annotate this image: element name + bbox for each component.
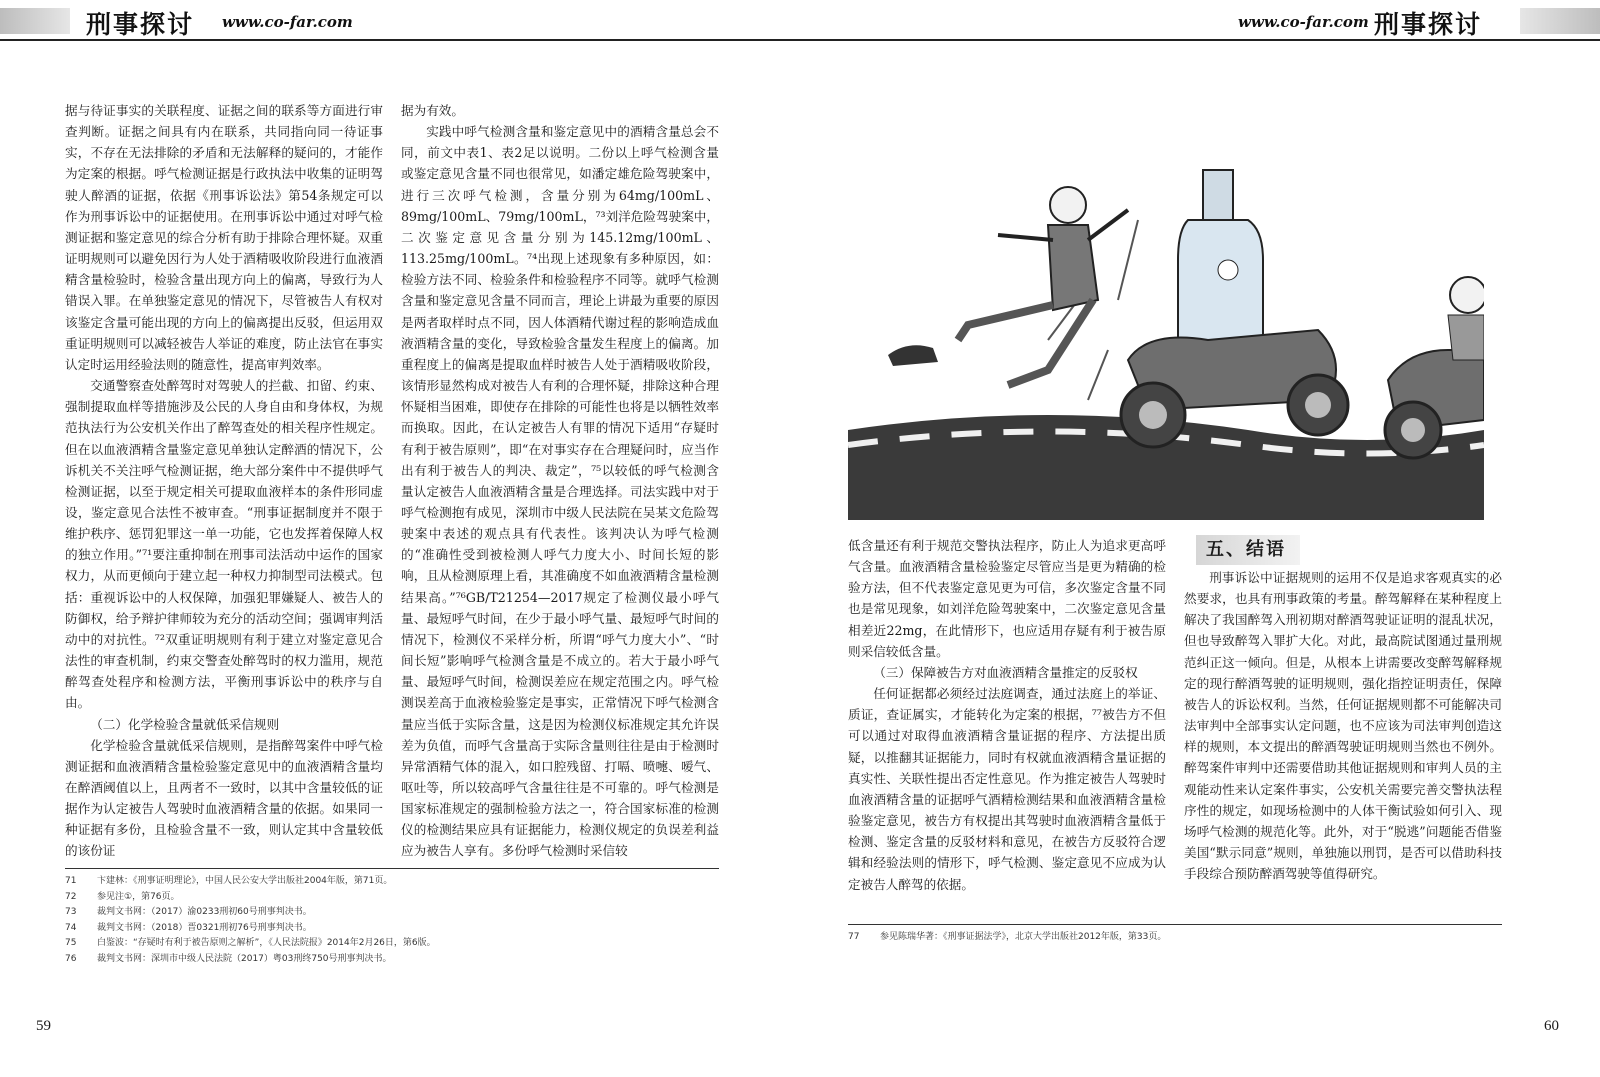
footnote: 76 裁判文书网：深圳市中级人民法院（2017）粤03刑终750号刑事判决书。 xyxy=(65,953,392,964)
footnote: 77 参见陈瑞华著：《刑事证据法学》，北京大学出版社2012年版，第33页。 xyxy=(848,932,1167,942)
journal-url: www.co-far.com xyxy=(1238,13,1369,31)
footnote-rule xyxy=(65,868,719,869)
paragraph: 化学检验含量就低采信规则，是指醉驾案件中呼气检测证据和血液酒精含量检验鉴定意见中的血液酒精含量均在醉酒阈值以上，且两者不一致时，以其中含量较低的证据作为认定被告人驾驶时血液酒精含量的依据。如果同一种证据有多份，且检验含量不一致，则认定其中含量较低的该份证 xyxy=(65,737,383,859)
header-right xyxy=(800,0,1600,42)
subsection-heading: （二）化学检验含量就低采信规则 xyxy=(90,716,280,732)
paragraph: 刑事诉讼中证据规则的运用不仅是追求客观真实的必然要求，也具有刑事政策的考量。醉驾解释在某种程度上解决了我国醉驾入刑初期对醉酒驾驶证证明的混乱状况，但也导致醉驾入罪扩大化。对此，最高院试图通过量刑规范纠正这一倾向。但是，从根本上讲需要改变醉驾解释规定的现行醉酒驾驶的证明规则，强化指控证明责任，保障被告人的诉讼权利。当然，任何证据规则都不可能解决司法审判中全部事实认定问题，也不应该为司法审判创造这样的规则，本文提出的醉酒驾驶证明规则当然也不例外。醉驾案件审判中还需要借助其他证据规则和审判人员的主观能动性来认定案件事实，公安机关需要完善交警执法程序性的规定，如现场检测中的人体干衡试验如何引入、现场呼气检测的规范化等。此外，对于“脱逃”问题能否借鉴美国“默示同意”规则，单独施以刑罚，是否可以借助科技手段综合预防醉酒驾驶等值得研究。 xyxy=(1184,570,1502,882)
footnotes-right xyxy=(848,930,1502,946)
paragraph: 据为有效。 xyxy=(401,103,464,118)
paragraph: 据与待证事实的关联程度、证据之间的联系等方面进行审查判断。证据之间具有内在联系，共同指向同一待证事实，不存在无法排除的矛盾和无法解释的疑问的，才能作为定案的根据。呼气检测证据是行政执法中收集的证明驾驶人醉酒的证据，依据《刑事诉讼法》第54条规定可以作为刑事诉讼中的证据使用。在刑事诉讼中通过对呼气检测证据和鉴定意见的综合分析有助于排除合理怀疑。双重证明规则可以避免因行为人处于酒精吸收阶段进行血液酒精含量检验时，检验含量出现方向上的偏离，导致行为人错误入罪。在单独鉴定意见的情况下，尽管被告人有权对该鉴定含量可能出现的方向上的偏离提出反驳，但运用双重证明规则可以减轻被告人举证的难度，防止法官在事实认定时运用经验法则的随意性，提高审判效率。 xyxy=(65,103,383,372)
footnotes-left xyxy=(65,874,719,967)
page-number-right: 60 xyxy=(1544,1018,1559,1034)
footnote: 72 参见注①，第76页。 xyxy=(65,891,180,902)
paragraph: 任何证据都必须经过法庭调查，通过法庭上的举证、质证，查证属实，才能转化为定案的根据，⁷⁷被告方不但可以通过对取得血液酒精含量证据的程序、方法提出质疑，以推翻其证据能力，同时有权就血液酒精含量证据的真实性、关联性提出否定性意见。作为推定被告人驾驶时血液酒精含量的证据呼气酒精检测结果和血液酒精含量检验鉴定意见，被告方有权提出其驾驶时血液酒精含量低于检测、鉴定含量的反驳材料和意见，在被告方反驳符合逻辑和经验法则的情形下，呼气检测、鉴定意见不应成为认定被告人醉驾的依据。 xyxy=(848,686,1166,892)
paragraph: 实践中呼气检测含量和鉴定意见中的酒精含量总会不同，前文中表1、表2足以说明。二份以上呼气检测含量或鉴定意见含量不同也很常见，如潘定雄危险驾驶案中，进行三次呼气检测，含量分别为64mg/100mL、89mg/100mL、79mg/100mL，⁷³刘洋危险驾驶案中，二次鉴定意见含量分别为145.12mg/100mL、113.25mg/100mL。⁷⁴出现上述现象有多种原因，如：检验方法不同、检验条件和检验程序不同等。就呼气检测含量和鉴定意见含量不同而言，理论上讲最为重要的原因是两者取样时点不同，因人体酒精代谢过程的影响造成血液酒精含量的变化，导致检验含量发生程度上的偏离。加重程度上的偏离是提取血样时被告人处于酒精吸收阶段，该情形显然构成对被告人有利的合理怀疑，排除这种合理怀疑相当困难，即使存在排除的可能性也将是以牺牲效率而换取。因此，在认定被告人有罪的情况下适用“存疑时有利于被告原则”，即“在对事实存在合理疑问时，应当作出有利于被告人的判决、裁定”，⁷⁵以较低的呼气检测含量认定被告人血液酒精含量是合理选择。司法实践中对于呼气检测抱有成见，深圳市中级人民法院在吴某文危险驾驶案中表述的观点具有代表性。该判决认为呼气检测的“准确性受到被检测人呼气力度大小、时间长短的影响，且从检测原理上看，其准确度不如血液酒精含量检测结果高。”⁷⁶GB/T21254—2017规定了检测仪最小呼气量、最短呼气时间，在少于最小呼气量、最短呼气时间的情况下，检测仪不采样分析，所谓“呼气力度大小”、“时间长短”影响呼气检测含量是不成立的。若大于最小呼气量、最短呼气时间，检测误差应在规定范围之内。呼气检测误差高于血液检验鉴定是事实，正常情况下呼气检测含量应当低于实际含量，这是因为检测仪标准规定其允许误差为负值，而呼气含量高于实际含量则往往是由于检测时异常酒精气体的混入，如口腔残留、打嗝、喷嚏、嗳气、呕吐等，所以较高呼气含量往往是不可靠的。呼气检测是国家标准规定的强制检验方法之一，符合国家标准的检测仪的检测结果应具有证据能力，检测仪规定的负误差利益应为被告人享有。多份呼气检测时采信较 xyxy=(401,124,719,859)
left-page-column-2 xyxy=(401,100,719,862)
page-number-left: 59 xyxy=(36,1018,51,1034)
footnote: 74 裁判文书网：（2018）晋0321刑初76号刑事判决书。 xyxy=(65,922,312,933)
section-heading: 五、结语 xyxy=(1196,535,1300,565)
paragraph: 低含量还有利于规范交警执法程序，防止人为追求更高呼气含量。血液酒精含量检验鉴定尽管应当是更为精确的检验方法，但不代表鉴定意见更为可信，多次鉴定含量不同也是常见现象，如刘洋危险驾驶案中，二次鉴定意见含量相差近22mg，在此情形下，也应适用存疑有利于被告原则采信较低含量。 xyxy=(848,538,1166,659)
left-page-column-1 xyxy=(65,100,383,862)
drunk-driving-cartoon-icon xyxy=(848,100,1484,520)
footnote-rule xyxy=(848,924,1502,925)
journal-title: 刑事探讨 xyxy=(86,10,195,39)
header-rule xyxy=(0,39,800,41)
right-page-column-1 xyxy=(848,535,1166,895)
header-gray-bar xyxy=(1520,8,1600,34)
header-gray-bar xyxy=(0,8,70,34)
header-left xyxy=(0,0,800,42)
journal-url: www.co-far.com xyxy=(222,13,353,31)
footnote: 73 裁判文书网：（2017）渝0233刑初60号刑事判决书。 xyxy=(65,907,312,917)
footnote: 75 白鉴波：“存疑时有利于被告原则之解析”，《人民法院报》2014年2月26日，第6版。 xyxy=(65,938,436,948)
header-rule xyxy=(800,39,1600,41)
journal-title: 刑事探讨 xyxy=(1374,10,1483,39)
paragraph: 交通警察查处醉驾时对驾驶人的拦截、扣留、约束、强制提取血样等措施涉及公民的人身自由和身体权，为规范执法行为公安机关作出了醉驾查处的相关程序性规定。但在以血液酒精含量鉴定意见单独认定醉酒的情况下，公诉机关不关注呼气检测证据，绝大部分案件中不提供呼气检测证据，以至于规定相关可提取血液样本的条件形同虚设，鉴定意见合法性不被审查。“刑事证据制度并不限于维护秩序、惩罚犯罪这一单一功能，它也发挥着保障人权的独立作用。”⁷¹要注重抑制在刑事司法活动中运作的国家权力，从而更倾向于建立起一种权力抑制型司法模式。包括：重视诉讼中的人权保障，加强犯罪嫌疑人、被告人的防御权，给予辩护律师较为充分的活动空间；强调审判活动中的对抗性。⁷²双重证明规则有利于建立对鉴定意见合法性的审查机制，约束交警查处醉驾时的权力滥用，规范醉驾查处程序和检测方法，平衡刑事诉讼中的秩序与自由。 xyxy=(65,378,383,711)
subsection-heading: （三）保障被告方对血液酒精含量推定的反驳权 xyxy=(873,664,1138,680)
footnote: 71 卞建林：《刑事证明理论》，中国人民公安大学出版社2004年版，第71页。 xyxy=(65,876,393,886)
right-page-column-2 xyxy=(1184,567,1502,884)
